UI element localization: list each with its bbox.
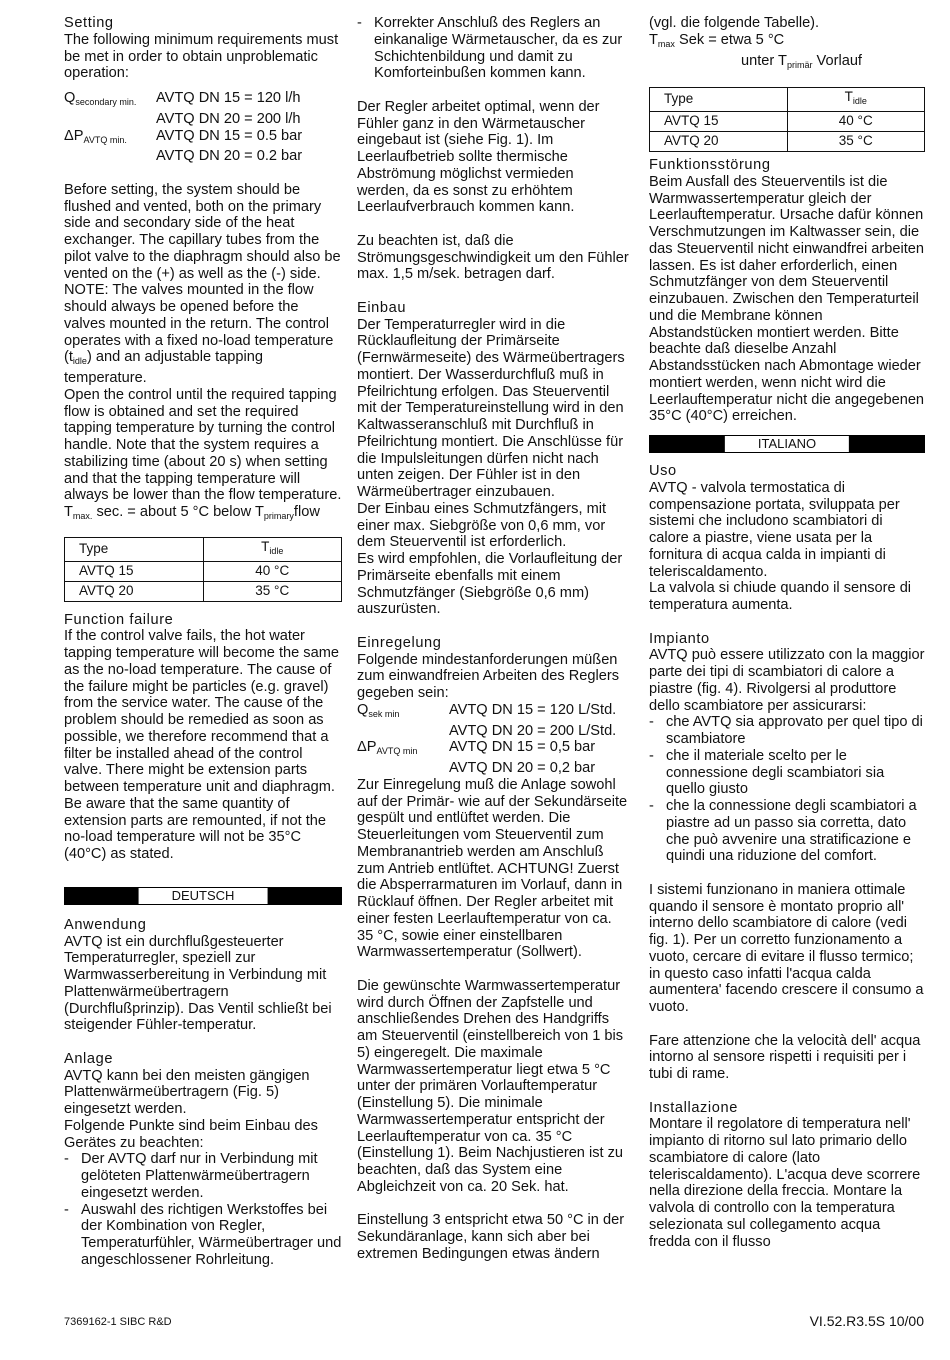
dp-line2: AVTQ DN 20 = 0.2 bar — [156, 148, 303, 165]
dp-line2: AVTQ DN 20 = 0,2 bar — [449, 760, 596, 776]
stroemung-text: Zu beachten ist, daß die Strömungsgeschwindigkeit um den Fühler max. 1,5 m/sek. betragen darf. — [357, 232, 629, 283]
table-row: AVTQ 20 35 °C — [650, 132, 925, 152]
heading-impianto: Impianto — [649, 630, 710, 647]
section-bar-italiano: ITALIANO — [649, 435, 925, 453]
uso-text2: La valvola si chiude quando il sensore di temperatura aumenta. — [649, 580, 912, 613]
table-header-type: Type — [65, 537, 204, 561]
einbau-text1: Der Temperaturregler wird in die Rücklaufleitung der Primärseite (Fernwärmeseite) des Wärmeübertragers montiert. Der Wasserdurchfluß muß in Pfeilrichtung erfolgen. Das Steuerventil mit der Temperatureinstellung wird in den Kaltwasseranschluß mit Durchfluß in Pfeilrichtung montiert. Die Anschlüsse für die Impulsleitungen dürfen nicht nach unten zeigen. Der Fühler ist in den Wärmeübertrager einzubauen. — [357, 316, 625, 500]
idle-temp-table — [64, 537, 342, 602]
table-header-tidle: $T_{idle}$ — [203, 537, 342, 561]
requirements-block — [64, 90, 342, 165]
table-row: AVTQ 20 35 °C — [65, 581, 342, 601]
q-symbol: $Q_{secondary min.}$ — [64, 90, 137, 107]
table-header-tidle: $T_{idle}$ — [787, 88, 925, 112]
einbau-text3: Es wird empfohlen, die Vorlaufleitung der Primärseite ebenfalls mit einem Schmutzfänger (Siebgröße 0,6 mm) auszurüsten. — [357, 551, 623, 618]
heading-einregelung: Einregelung — [357, 634, 442, 651]
q-line2: AVTQ DN 20 = 200 l/h — [156, 110, 301, 127]
open-control-text: Open the control until the required tapping flow is obtained and set the required tapping temperature by turning the control handle. Note that the system requires a stabilizing time (about 20 s) when setting and that the tapping temperature will always be lower than the flow temperature. — [64, 386, 342, 504]
dp-line1: AVTQ DN 15 = 0,5 bar — [449, 739, 596, 756]
setting-intro: The following minimum requirements must be met in order to obtain unproblematic operation: — [64, 31, 339, 82]
heading-anlage: Anlage — [64, 1050, 114, 1067]
heading-einbau: Einbau — [357, 299, 407, 316]
funktionsstoerung-text: Beim Ausfall des Steuerventils ist die Warmwassertemperatur gleich der Leerlauftemperatur. Ursache dafür können Verschmutzungen im Kaltwasser sein, die das Steuerventil nicht einwandfrei arbeiten lassen. Es ist daher erforderlich, einen Schmutzfänger von dem Steuerventil einzubauen. Zwischen den Temperaturteil und die Membrane können Abstandstücken montiert werden. Bitte beachte daß dieselbe Anzahl Abstandsstücken nach Abmontage wieder montiert werden, wenn nicht wird die Leerlauftemperatur nicht die angegebenen 35°C (40°C) erreichen. — [649, 173, 925, 425]
velocita-text: Fare attenzione che la velocità dell' acqua intorno al sensore rispetti i requisiti per i tubi di rame. — [649, 1032, 921, 1082]
einbau-text2: Der Einbau eines Schmutzfängers, mit einer max. Siebgröße von 0,6 mm, vor dem Steuerventil ist erforderlich. — [357, 500, 607, 551]
q-line1: AVTQ DN 15 = 120 L/Std. — [449, 701, 617, 718]
vgl-text: (vgl. die folgende Tabelle). — [649, 15, 820, 31]
anlage-text2: Folgende Punkte sind beim Einbau des Gerätes zu beachten: — [64, 1117, 318, 1151]
q-symbol: $Q_{sek min}$ — [357, 701, 400, 719]
list-item: - che il materiale scelto per le connessione degli scambiatori sia quello giusto — [649, 747, 885, 798]
list-item: - Der AVTQ darf nur in Verbindung mit gelöteten Plattenwärmeübertragern eingesetzt werden. — [64, 1151, 318, 1201]
dp-line1: AVTQ DN 15 = 0.5 bar — [156, 127, 303, 144]
dp-symbol: $\Delta P_{AVTQ min.}$ — [64, 127, 127, 145]
installazione-text: Montare il regolatore di temperatura nell' impianto di ritorno sul lato primario dello scambiatore di calore (lato teleriscaldamento). L'acqua deve scorrere nella direzione della freccia. Montare la valvola di controllo con la temperatura selezionata sul collegamento acqua fredda con il flusso — [649, 1116, 921, 1250]
heading-funktionsstoerung: Funktionsstörung — [649, 157, 771, 173]
requirements-block-de — [357, 702, 629, 777]
footer-doc-number: 7369162-1 SIBC R&D — [64, 1316, 172, 1328]
optimal-text: Der Regler arbeitet optimal, wenn der Fühler ganz in den Wärmetauscher eingebaut ist (siehe Fig. 1). Im Leerlaufbetrieb sollte thermische Abströmung möglichst vermieden werden, da es sonst zu erhöhtem Leerlaufverbrauch kommen kann. — [357, 98, 600, 216]
table-header-type: Type — [650, 88, 788, 112]
einregelung-intro: Folgende mindestanforderungen müßen zum einwandfreien Arbeiten des Reglers gegeben sein: — [357, 651, 620, 701]
uso-text1: AVTQ - valvola termostatica di compensazione portata, sviluppata per sistemi che includono scambiatori di calore a piastre, viene usata per la fornitura di acqua calda in impianti di teleriscaldamento. — [649, 479, 900, 580]
heading-function-failure: Function failure — [64, 611, 174, 628]
tmax-line-de-2: unter $T_{primär}$ Vorlauf — [741, 52, 862, 70]
table-row: AVTQ 15 40 °C — [65, 561, 342, 581]
table-row: AVTQ 15 40 °C — [650, 112, 925, 132]
list-item: - Korrekter Anschluß des Reglers an einkanalige Wärmetauscher, da es zur Schichtenbildung und damit zu Komforteinbußen kommen kann. — [357, 15, 623, 82]
footer-doc-code: VI.52.R3.5S 10/00 — [809, 1313, 924, 1329]
gewuenschte-text: Die gewünschte Warmwassertemperatur wird durch Öffnen der Zapfstelle und anschließendes Drehen des Handgriffs am Steuerventil (einstellbereich von 1 bis 5) eingeregelt. Die maximale Warmwassertemperatur liegt etwa 5 °C unter der primären Vorlauftemperatur (Einstellung 5). Die minimale Warmwassertemperatur entspricht der Leerlauftemperatur von ca. 35 °C (Einstellung 1). Beim Nachjustieren ist zu beachten, daß das System eine Abgleichzeit von ca. 20 Sek. hat. — [357, 977, 624, 1195]
heading-installazione: Installazione — [649, 1099, 738, 1116]
list-item: - che la connessione degli scambiatori a piastre ad un passo sia corretta, dato che può avvenire una stratificazione e quindi una riduzione del comfort. — [649, 798, 917, 865]
tmax-line-de: $T_{max}$ Sek = etwa 5 °C — [649, 31, 785, 49]
einstellung-text: Einstellung 3 entspricht etwa 50 °C in der Sekundäranlage, kann sich aber bei extremen Bedingungen etwas ändern — [357, 1212, 625, 1262]
anlage-text1: AVTQ kann bei den meisten gängigen Plattenwärmeübertragern (Fig. 5) eingesetzt werden. — [64, 1067, 310, 1117]
before-setting-text: Before setting, the system should be flushed and vented, both on the primary side and secondary side of the heat exchanger. The capillary tubes from the pilot valve to the diaphragm should also be vented on the (+) as well as the (-) side. NOTE: The valves mounted in the flow should always be opened before the valves mounted in the return. The control operates with a fixed no-load temperature $(t_{idle})$ and an adjustable tapping temperature. — [64, 181, 341, 386]
q-line2: AVTQ DN 20 = 200 L/Std. — [449, 722, 617, 739]
sistemi-text: I sistemi funzionano in maniera ottimale quando il sensore è montato proprio all' interno dello scambiatore di calore (vedi fig. 1). Per un corretto funzionamento a vuoto, cercare di evitare il flusso termico; in questo caso infatti l'acqua calda aumentera' facendo crescere il consumo a vuoto. — [649, 881, 924, 1015]
tmax-line: $T_{max.}$ sec. = about 5 °C below $T_{primary}flow$ — [64, 504, 320, 521]
impianto-text: AVTQ può essere utilizzato con la maggior parte dei tipi di scambiatori di calore a piastre (fig. 4). Rivolgersi al produttore dello scambiatore per assicurarsi: — [649, 647, 925, 714]
heading-uso: Uso — [649, 463, 677, 479]
column-deutsch — [357, 15, 629, 1263]
q-line1: AVTQ DN 15 = 120 l/h — [156, 90, 301, 106]
section-bar-deutsch: DEUTSCH — [64, 887, 342, 905]
dp-symbol: $\Delta P_{AVTQ min}$ — [357, 739, 418, 757]
list-item: - che AVTQ sia approvato per quel tipo di scambiatore — [649, 714, 923, 747]
anwendung-text: AVTQ ist ein durchflußgesteuerter Temperaturregler, speziell zur Warmwasserbereitung in Verbindung mit Plattenwärmeübertragern (Durchflußprinzip). Das Ventil schließt bei steigender Fühler-temperatur. — [64, 933, 332, 1034]
function-failure-text: If the control valve fails, the hot water tapping temperature will become the same as the no-load temperature. The cause of the failure might be particles (e.g. gravel) from the service water. The cause of the problem should be remedied as soon as possible, we therefore recommend that a filter be installed ahead of the control valve. There might be extension parts between temperature unit and diaphragm. Be aware that the same quantity of extension parts are remounted, if not the no-load temperature will not be 35°C (40°C) as stated. — [64, 628, 339, 862]
idle-temp-table-de — [649, 87, 925, 152]
column-italiano — [649, 15, 925, 1250]
list-item: - Auswahl des richtigen Werkstoffes bei der Kombination von Regler, Temperaturfühler, Wärmeübertrager und angeschlossener Rohrleitung. — [64, 1201, 342, 1268]
heading-anwendung: Anwendung — [64, 916, 147, 933]
einregelung-text: Zur Einregelung muß die Anlage sowohl auf der Primär- wie auf der Sekundärseite gespült und entlüftet werden. Die Steuerleitungen vom Steuerventil zum Membranantrieb werden am Anschluß zum Antrieb entlüftet. ACHTUNG! Zuerst die Absperrarmaturen im Vorlauf, dann in Rücklauf öffnen. Der Regler arbeitet mit einer festen Leerlauftemperatur von ca. 35 °C, sowie einer einstellbaren Warmwassertemperatur (Sollwert). — [357, 776, 628, 961]
column-english — [64, 15, 342, 1269]
heading-setting: Setting — [64, 15, 114, 31]
